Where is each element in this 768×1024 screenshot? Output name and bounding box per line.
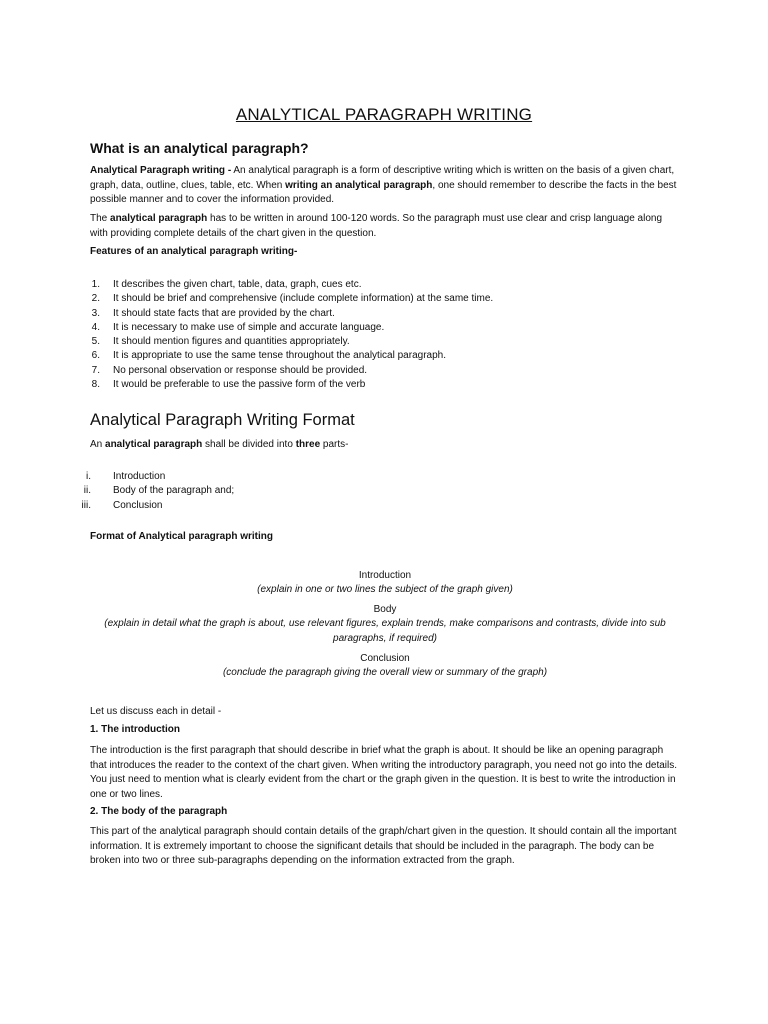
part-item-text: Body of the paragraph and;	[113, 485, 235, 497]
part-item-number: ii.	[83, 485, 91, 497]
features-heading: Features of an analytical paragraph writing-	[90, 246, 298, 257]
feature-item	[90, 335, 680, 349]
feature-item-text: It should be brief and comprehensive (include complete information) at the same time.	[113, 293, 494, 305]
discuss-line: Let us discuss each in detail -	[90, 706, 222, 717]
intro-text-2: , one should remember to describe the facts in the best possible manner and to cover the information provided.	[90, 179, 677, 205]
part-item	[83, 484, 680, 498]
feature-item-number: 3.	[91, 307, 100, 319]
feature-item-number: 7.	[91, 364, 100, 376]
part-item-text: Conclusion	[113, 499, 163, 511]
words-text-2: has to be written in around 100-120 words. So the paragraph must use clear and crisp language along with providing complete details of the chart given in the question.	[90, 213, 663, 239]
parts-text-1: An	[90, 439, 106, 450]
format-intro-label: Introduction	[358, 570, 412, 581]
format-conclusion-label: Conclusion	[360, 653, 410, 664]
feature-item	[90, 307, 680, 321]
feature-item	[90, 378, 680, 392]
features-list	[90, 278, 680, 392]
feature-item	[90, 278, 680, 292]
part-item	[81, 499, 680, 513]
part-item	[86, 470, 680, 484]
intro-lead-bold: Analytical Paragraph writing -	[90, 165, 232, 176]
format-intro-note: (explain in one or two lines the subject of the graph given)	[257, 584, 513, 595]
feature-item	[90, 349, 680, 363]
feature-item-number: 5.	[91, 336, 100, 348]
words-text-1: The	[90, 213, 111, 224]
intro-paragraph	[90, 164, 680, 208]
format-conclusion-note: (conclude the paragraph giving the overall view or summary of the graph)	[222, 667, 548, 678]
feature-item-text: It should state facts that are provided by the chart.	[113, 307, 335, 319]
feature-item-number: 2.	[91, 293, 100, 305]
parts-paragraph	[90, 438, 680, 453]
feature-item-text: No personal observation or response should be provided.	[113, 364, 368, 376]
format-subheading: Format of Analytical paragraph writing	[90, 531, 273, 542]
parts-text-3: parts-	[320, 439, 349, 450]
introduction-heading: 1. The introduction	[90, 724, 180, 735]
feature-item-number: 4.	[91, 321, 100, 333]
feature-item	[90, 321, 680, 335]
feature-item	[90, 292, 680, 306]
feature-item	[90, 364, 680, 378]
parts-bold-2: three	[295, 439, 321, 450]
format-heading: Analytical Paragraph Writing Format	[90, 411, 355, 429]
section-heading-what: What is an analytical paragraph?	[90, 140, 309, 156]
feature-item-text: It would be preferable to use the passive form of the verb	[113, 379, 366, 391]
intro-bold-2: writing an analytical paragraph	[285, 179, 433, 191]
part-item-number: i.	[86, 471, 91, 482]
body-heading: 2. The body of the paragraph	[90, 806, 228, 817]
part-item-number: iii.	[81, 499, 91, 511]
format-body-note: (explain in detail what the graph is about, use relevant figures, explain trends, make comparisons and contrasts, divide into sub paragraphs, if required)	[104, 618, 666, 644]
feature-item-text: It is appropriate to use the same tense throughout the analytical paragraph.	[113, 350, 446, 362]
introduction-paragraph: The introduction is the first paragraph that should describe in brief what the graph is about. It should be like an opening paragraph that introduces the reader to the context of the chart given. When writing the introductory paragraph, you need not go into the details. You just need to mention what is clearly evident from the chart or the graph given in the question. It is best to write the introduction in one or two lines.	[90, 745, 678, 800]
parts-text-2: shall be divided into	[202, 439, 296, 450]
part-item-text: Introduction	[113, 471, 166, 482]
parts-list	[81, 470, 680, 513]
feature-item-text: It describes the given chart, table, data, graph, cues etc.	[113, 279, 362, 290]
parts-bold-1: analytical paragraph	[105, 439, 203, 450]
intro-text-1: An analytical paragraph is a form of descriptive writing which is written on the basis of a given chart, graph, data, outline, clues, table, etc. When	[90, 165, 675, 191]
feature-item-number: 8.	[91, 379, 100, 391]
word-count-paragraph	[90, 212, 680, 241]
words-bold-1: analytical paragraph	[110, 213, 208, 224]
feature-item-text: It should mention figures and quantities appropriately.	[113, 336, 350, 348]
feature-item-number: 1.	[91, 279, 100, 290]
body-paragraph: This part of the analytical paragraph should contain details of the graph/chart given in the question. It should contain all the important information. It is extremely important to choose the significant details that should be included in the paragraph. The body can be broken into two or three sub-paragraphs depending on the information extracted from the graph.	[90, 826, 677, 866]
feature-item-number: 6.	[91, 350, 100, 362]
page-title: ANALYTICAL PARAGRAPH WRITING	[235, 105, 533, 124]
feature-item-text: It is necessary to make use of simple and accurate language.	[113, 321, 385, 333]
format-body-label: Body	[373, 604, 397, 615]
